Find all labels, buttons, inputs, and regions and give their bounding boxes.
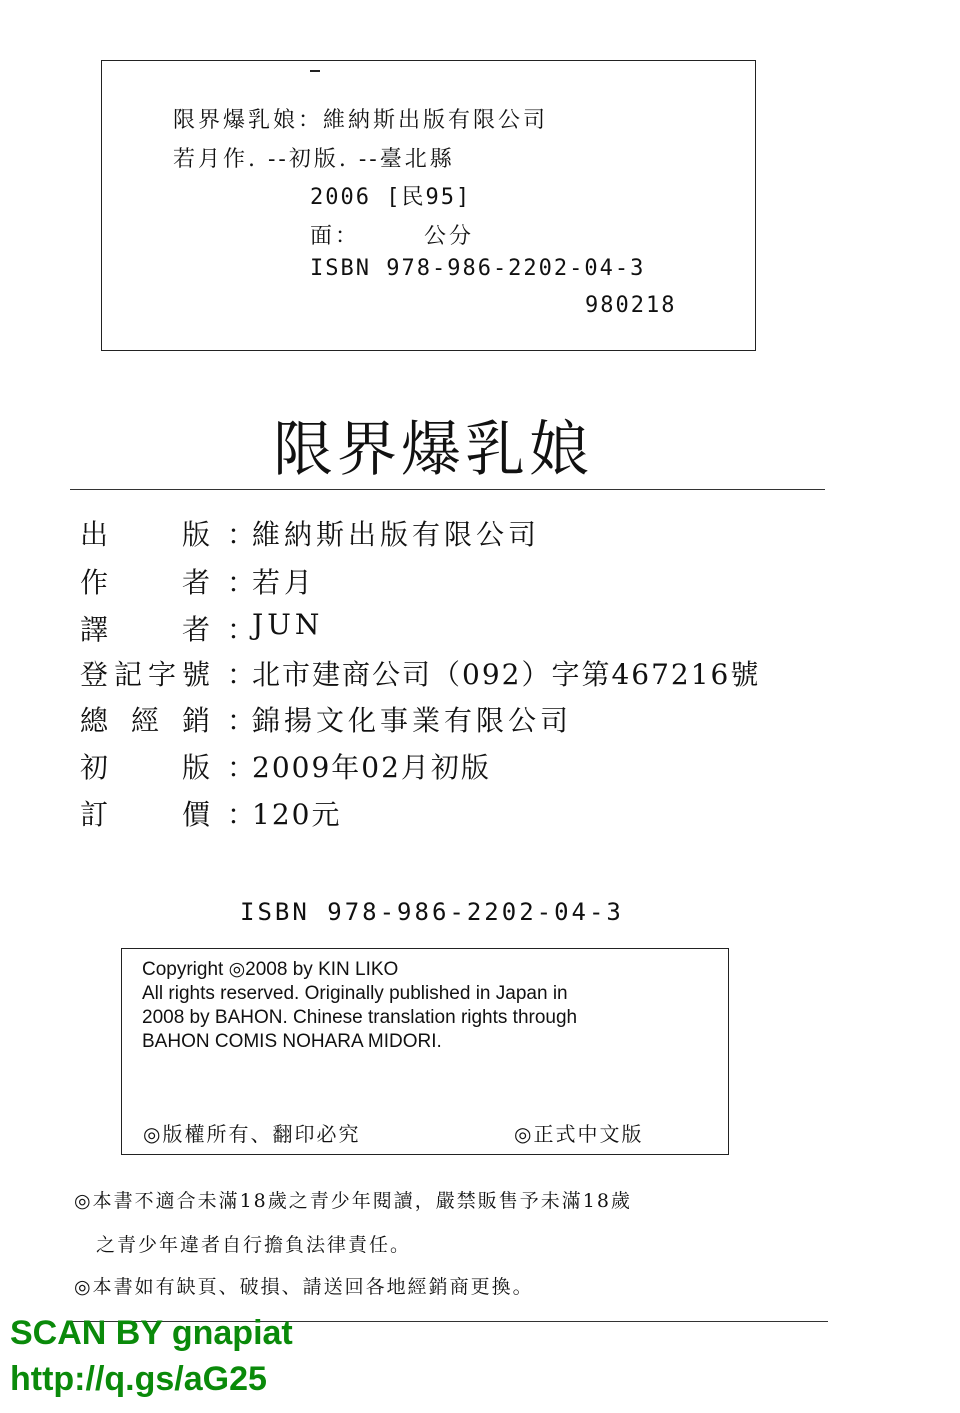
notice-legal-liability: 之青少年違者自行擔負法律責任。 [96, 1234, 412, 1256]
info-value: 北市建商公司（092）字第467216號 [252, 658, 761, 691]
info-colon: ： [227, 751, 256, 784]
info-colon: ： [227, 798, 256, 831]
info-value: 維納斯出版有限公司 [252, 518, 541, 551]
cip-year-line: 2006 [民95] [310, 185, 472, 210]
notice-age-restriction: ◎本書不適合未滿18歲之青少年閱讀，嚴禁販售予未滿18歲 [74, 1190, 632, 1212]
copyright-line-2: All rights reserved. Originally published in Japan in [142, 983, 568, 1004]
info-value: 2009年02月初版 [252, 751, 491, 784]
cip-dash-mark [310, 70, 320, 72]
info-value: 120元 [252, 798, 342, 831]
info-label: 初 版 [80, 751, 210, 784]
info-colon: ： [227, 566, 256, 599]
cip-title-line: 限界爆乳娘：維納斯出版有限公司 [173, 108, 549, 133]
info-colon: ： [227, 518, 256, 551]
notice-defect-replacement: ◎本書如有缺頁、破損、請送回各地經銷商更換。 [74, 1276, 534, 1298]
info-colon: ： [227, 704, 256, 737]
info-value: JUN [252, 608, 324, 641]
rights-reserved-note: ◎版權所有、翻印必究 [143, 1122, 361, 1146]
scan-credit: SCAN BY gnapiat [10, 1314, 293, 1352]
divider-top [70, 489, 825, 490]
official-edition-note: ◎正式中文版 [514, 1122, 644, 1146]
cip-author-line: 若月作. --初版. --臺北縣 [173, 147, 455, 172]
info-label: 譯 者 [80, 613, 210, 646]
copyright-line-1: Copyright ◎2008 by KIN LIKO [142, 959, 399, 980]
book-title: 限界爆乳娘 [273, 415, 593, 485]
cip-isbn-line: ISBN 978-986-2202-04-3 [310, 256, 646, 281]
info-colon: ： [227, 658, 256, 691]
info-label: 出 版 [80, 518, 210, 551]
info-value: 若月 [252, 566, 317, 599]
cip-code-line: 980218 [585, 293, 677, 318]
info-label: 總 經 銷 [80, 704, 210, 737]
info-label: 登 記 字 號 [80, 658, 210, 691]
info-label: 作 者 [80, 566, 210, 599]
isbn-number: ISBN 978-986-2202-04-3 [240, 898, 624, 926]
scan-url: http://q.gs/aG25 [10, 1360, 267, 1398]
copyright-line-3: 2008 by BAHON. Chinese translation rights through [142, 1007, 578, 1028]
cip-pages-line: 面： 公分 [310, 224, 475, 249]
info-label: 訂 價 [80, 798, 210, 831]
info-value: 錦揚文化事業有限公司 [252, 704, 573, 737]
copyright-line-4: BAHON COMIS NOHARA MIDORI. [142, 1031, 442, 1052]
info-colon: ： [227, 613, 256, 646]
